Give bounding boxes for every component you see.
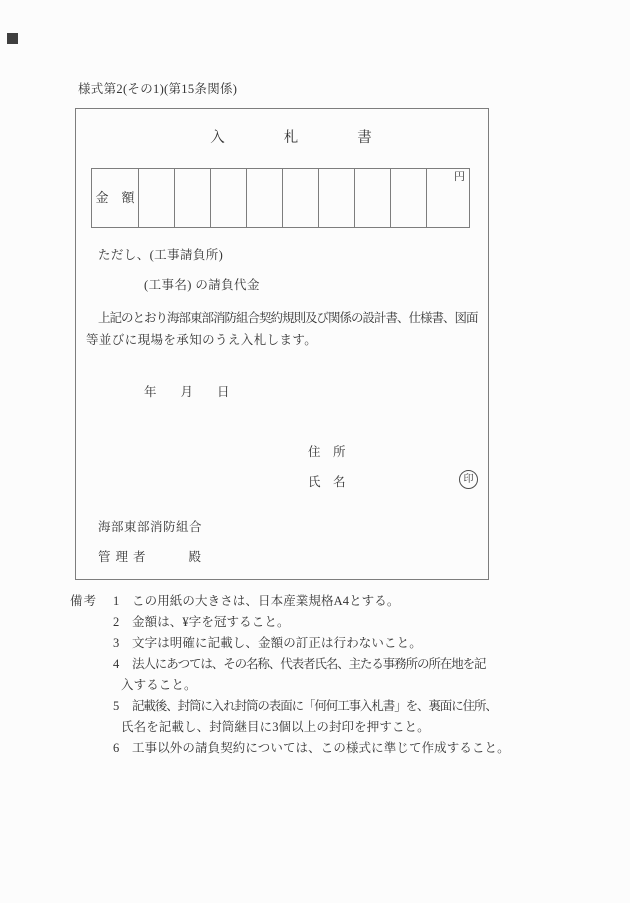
seal-icon	[459, 470, 478, 489]
address-label: 住 所	[308, 445, 346, 459]
amount-cell	[354, 169, 390, 227]
remark-number: 1	[113, 594, 120, 608]
amount-cell	[246, 169, 282, 227]
amount-cell	[426, 169, 469, 227]
remark-item	[113, 696, 540, 738]
remark-line: 記載後、封筒に入れ封筒の表面に「何何工事入札書」を、裏面に住所、	[132, 699, 497, 713]
amount-cell	[210, 169, 246, 227]
remark-line: 氏名を記載し、封筒継目に3個以上の封印を押すこと。	[121, 720, 430, 734]
remark-number: 4	[113, 657, 120, 671]
remark-item	[113, 612, 540, 633]
proviso-line: ただし、(工事請負所)	[98, 248, 224, 262]
remark-lines	[132, 612, 540, 633]
amount-label-cell	[92, 169, 138, 227]
year-label: 年	[144, 385, 157, 399]
remark-item	[113, 654, 540, 696]
title-char: 札	[283, 130, 299, 146]
title-char: 書	[357, 130, 372, 146]
remark-line: 金額は、¥字を冠すること。	[132, 615, 290, 629]
remarks-label: 備考	[70, 594, 98, 608]
remark-line: この用紙の大きさは、日本産業規格A4とする。	[132, 594, 400, 608]
remark-lines	[121, 654, 540, 696]
remark-item	[113, 633, 540, 654]
remark-number: 5	[113, 699, 120, 713]
statement-line-2: 等並びに現場を承知のうえ入札します。	[86, 333, 318, 347]
honorific-label: 殿	[188, 550, 202, 564]
remark-lines	[121, 696, 540, 738]
amount-cell	[318, 169, 354, 227]
work-name-line: (工事名) の請負代金	[144, 278, 260, 292]
remark-number: 6	[113, 741, 120, 755]
bid-form-box	[75, 108, 489, 580]
recipient-title: 管理者	[98, 550, 151, 564]
remark-line: 文字は明確に記載し、金額の訂正は行わないこと。	[132, 636, 422, 650]
remark-line: 法人にあつては、その名称、代表者氏名、主たる事務所の所在地を記	[132, 657, 486, 671]
remark-item	[113, 738, 540, 759]
amount-table	[91, 168, 470, 228]
amount-label: 金 額	[95, 189, 135, 205]
day-label: 日	[217, 385, 230, 399]
remark-item	[113, 591, 540, 612]
date-line	[144, 385, 230, 399]
form-title	[85, 130, 497, 147]
remark-line: 工事以外の請負契約については、この様式に準じて作成すること。	[132, 741, 510, 755]
amount-cell	[138, 169, 174, 227]
title-char: 入	[210, 130, 225, 146]
remark-number: 2	[113, 615, 120, 629]
remark-line: 入すること。	[121, 678, 197, 692]
remark-lines	[132, 738, 540, 759]
amount-cell	[390, 169, 426, 227]
seal-mark-label: 印	[463, 473, 474, 485]
amount-cell	[174, 169, 210, 227]
remarks-section	[70, 591, 540, 759]
form-number: 様式第2(その1)(第15条関係)	[78, 82, 238, 96]
remarks-items	[113, 591, 540, 759]
scan-corner-mark	[7, 33, 18, 44]
currency-unit-label: 円	[454, 171, 465, 183]
remark-lines	[132, 633, 540, 654]
remark-number: 3	[113, 636, 120, 650]
organization-name: 海部東部消防組合	[98, 520, 203, 534]
name-label: 氏 名	[308, 475, 346, 489]
recipient-line	[98, 550, 201, 564]
remark-lines	[132, 591, 540, 612]
amount-cell	[282, 169, 318, 227]
statement-line-1: 上記のとおり海部東部消防組合契約規則及び関係の設計書、仕様書、図面	[98, 311, 478, 325]
month-label: 月	[180, 385, 194, 399]
